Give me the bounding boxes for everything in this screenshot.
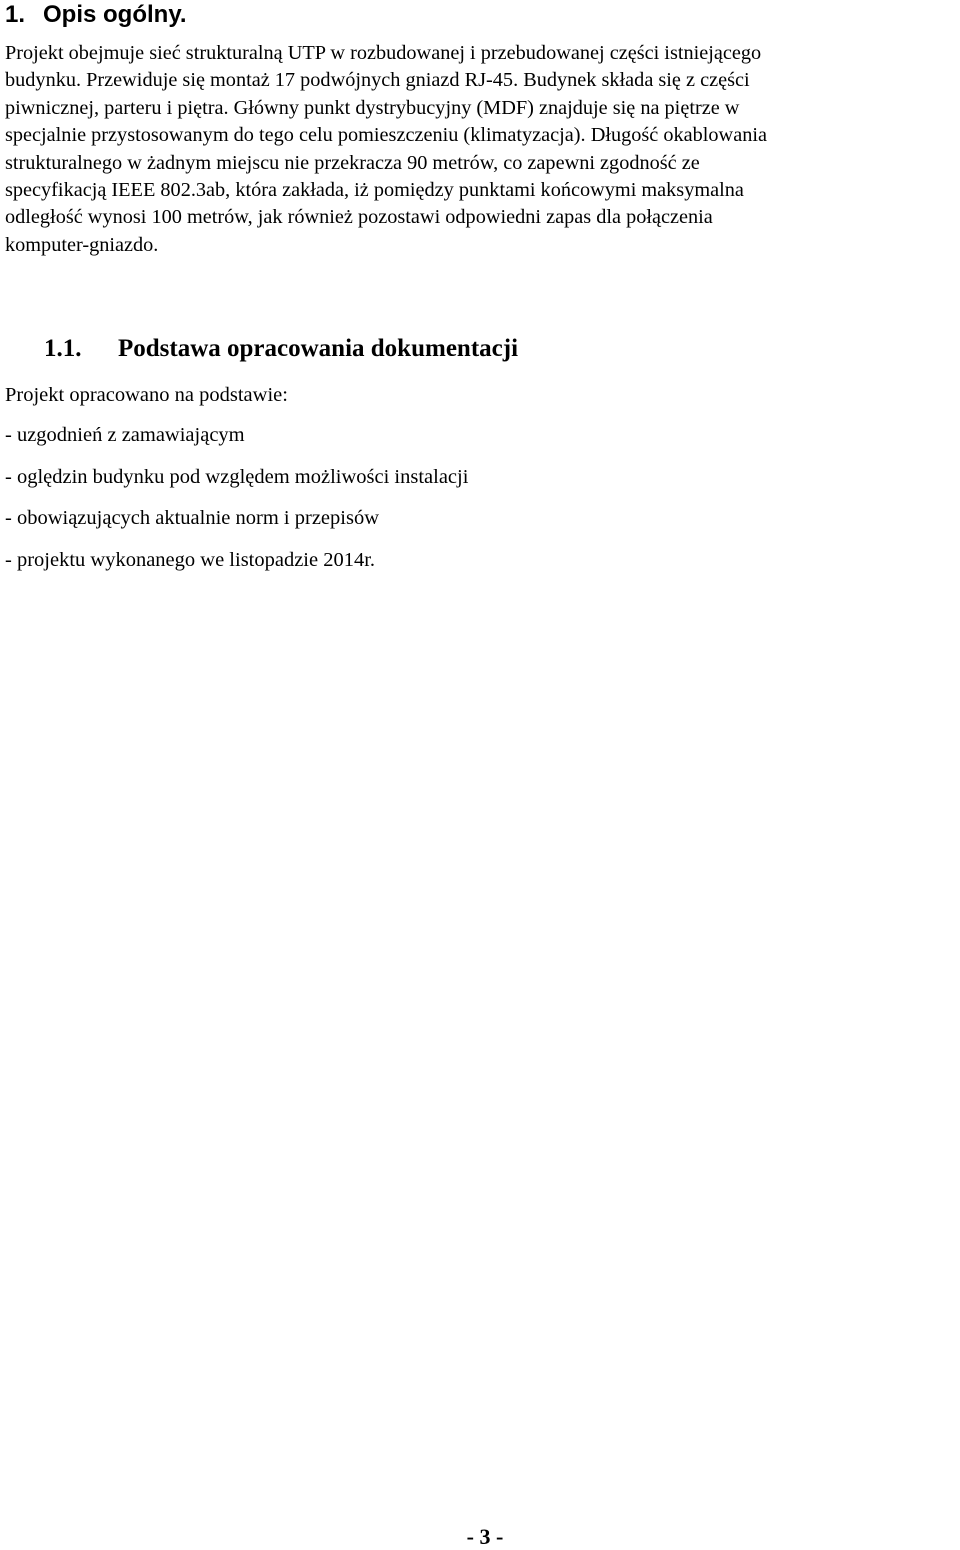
paragraph-line: specyfikacją IEEE 802.3ab, która zakłada, iż pomiędzy punktami końcowymi maksymalna: [5, 179, 744, 202]
paragraph-line: odległość wynosi 100 metrów, jak również pozostawi odpowiedni zapas dla połączenia: [5, 206, 713, 229]
description-paragraph: [5, 40, 955, 259]
paragraph-line: budynku. Przewiduje się montaż 17 podwójnych gniazd RJ-45. Budynek składa się z części: [5, 69, 750, 92]
list-item: - projektu wykonanego we listopadzie 2014r.: [5, 549, 376, 572]
paragraph-line: komputer-gniazdo.: [5, 233, 159, 256]
subsection-number: 1.1.: [44, 335, 82, 362]
paragraph-line: piwnicznej, parteru i piętra. Główny punkt dystrybucyjny (MDF) znajduje się na piętrze w: [5, 96, 740, 119]
subsection-heading: [44, 333, 518, 365]
subsection-title: Podstawa opracowania dokumentacji: [118, 335, 519, 362]
paragraph-line: strukturalnego w żadnym miejscu nie przekracza 90 metrów, co zapewni zgodność ze: [5, 151, 700, 174]
paragraph-line: specjalnie przystosowanym do tego celu pomieszczeniu (klimatyzacja). Długość okablowania: [5, 124, 767, 147]
paragraph-line: Projekt obejmuje sieć strukturalną UTP w rozbudowanej i przebudowanej części istniejącego: [5, 42, 762, 64]
list-item: - obowiązujących aktualnie norm i przepisów: [5, 507, 379, 530]
list-item: - oględzin budynku pod względem możliwości instalacji: [5, 465, 469, 488]
section-number: 1.: [5, 1, 26, 28]
basis-list: [5, 421, 468, 588]
list-item: - uzgodnień z zamawiającym: [5, 424, 245, 446]
section-heading: [5, 0, 187, 30]
section-title: Opis ogólny.: [43, 1, 187, 28]
basis-intro: Projekt opracowano na podstawie:: [5, 384, 288, 406]
page-number: - 3 -: [466, 1524, 504, 1549]
